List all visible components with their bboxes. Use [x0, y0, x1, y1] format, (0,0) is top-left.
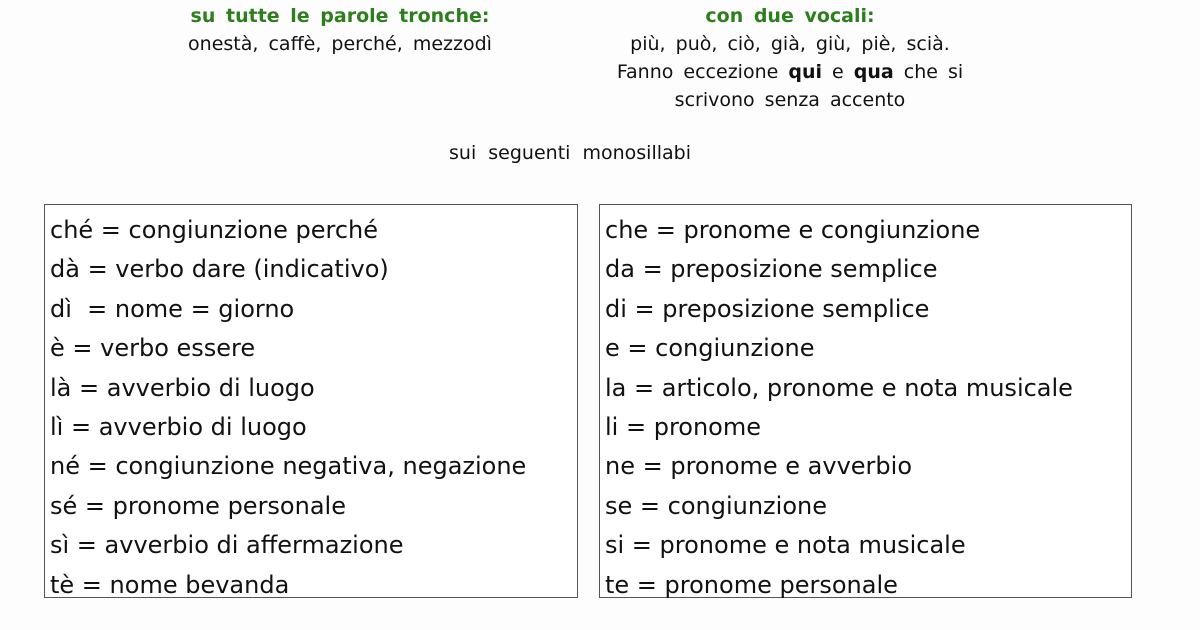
unaccented-monosyllables-box: [599, 204, 1132, 598]
unaccented-row: da = preposizione semplice: [605, 255, 938, 284]
accented-row: dà = verbo dare (indicativo): [50, 255, 389, 284]
unaccented-row: di = preposizione semplice: [605, 294, 930, 323]
exception-note-mid: e: [821, 61, 854, 83]
exception-note-end: che si: [893, 61, 964, 83]
unaccented-row: che = pronome e congiunzione: [605, 216, 981, 244]
unaccented-row: se = congiunzione: [605, 491, 827, 520]
two-vowels-examples: più, può, ciò, già, giù, piè, scià.: [630, 33, 950, 55]
exception-word-qua: qua: [853, 61, 894, 83]
accented-row: sì = avverbio di affermazione: [50, 531, 404, 560]
accented-monosyllables-box: [44, 204, 578, 598]
truncated-words-examples: onestà, caffè, perché, mezzodì: [188, 33, 492, 55]
unaccented-row: la = articolo, pronome e nota musicale: [605, 373, 1073, 402]
unaccented-row: e = congiunzione: [605, 334, 815, 363]
accented-row: né = congiunzione negativa, negazione: [50, 452, 527, 481]
accented-row: sé = pronome personale: [50, 491, 346, 520]
two-vowels-section: [560, 2, 1020, 114]
accented-row: dì = nome = giorno: [50, 294, 295, 323]
monosyllables-heading: sui seguenti monosillabi: [449, 142, 691, 164]
unaccented-row: si = pronome e nota musicale: [605, 531, 966, 560]
accented-row: tè = nome bevanda: [50, 570, 290, 599]
unaccented-row: te = pronome personale: [605, 570, 898, 599]
two-vowels-title: con due vocali:: [705, 5, 875, 27]
unaccented-row: ne = pronome e avverbio: [605, 452, 912, 481]
unaccented-row: li = pronome: [605, 412, 761, 441]
truncated-words-section: [120, 2, 560, 58]
truncated-words-title: su tutte le parole tronche:: [190, 5, 490, 27]
exception-note-start: Fanno eccezione: [616, 61, 789, 83]
exception-word-qui: qui: [788, 61, 822, 83]
accented-row: è = verbo essere: [50, 334, 256, 363]
accented-row: là = avverbio di luogo: [50, 373, 315, 402]
exception-note: [560, 58, 1020, 86]
accented-row: ché = congiunzione perché: [50, 216, 379, 244]
accented-row: lì = avverbio di luogo: [50, 412, 307, 441]
exception-note-line2: scrivono senza accento: [674, 89, 906, 111]
